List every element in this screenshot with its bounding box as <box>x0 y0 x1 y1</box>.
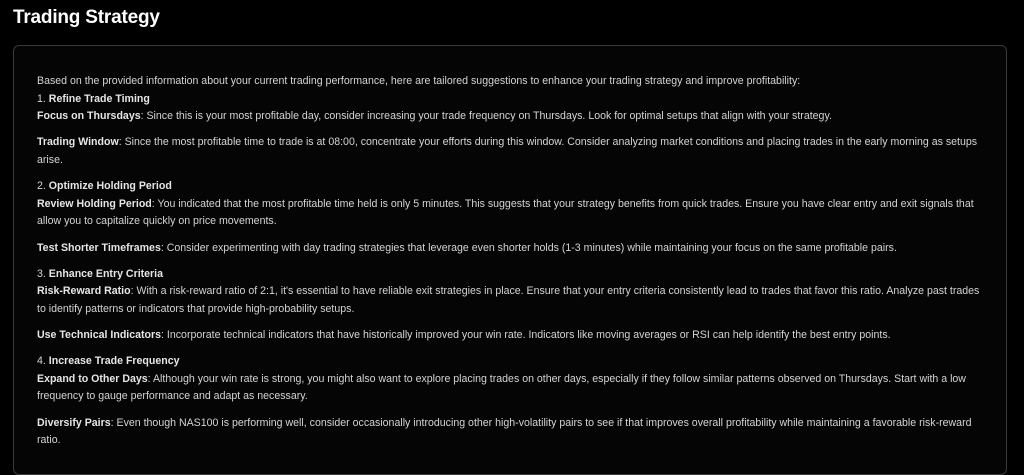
strategy-panel <box>13 45 1007 475</box>
section-title: Enhance Entry Criteria <box>48 267 164 280</box>
suggestion-label: Trading Window <box>37 136 119 149</box>
suggestion-text: : Although your win rate is strong, you might also want to explore placing trades on other days, especially if they follow similar patterns observed on Thursdays. Start with a low frequency to gauge performance and adapt as necessary. <box>37 372 966 403</box>
suggestion-label: Risk-Reward Ratio <box>37 285 131 298</box>
suggestion-item <box>37 371 987 406</box>
suggestion-item <box>37 240 987 258</box>
suggestion-text: : Since the most profitable time to trade is at 08:00, concentrate your efforts during this window. Consider analyzing market conditions and placing trades in the early morning as setups arise. <box>37 136 978 166</box>
suggestion-label: Focus on Thursdays <box>37 110 141 123</box>
suggestion-label: Diversify Pairs <box>37 416 111 429</box>
suggestion-text: : Consider experimenting with day trading strategies that leverage even shorter holds (1-3 minutes) while maintaining your focus on the same profitable pairs. <box>160 241 897 254</box>
suggestion-label: Review Holding Period <box>37 197 152 210</box>
section-number: 2. <box>37 180 46 193</box>
suggestion-item <box>37 283 987 318</box>
suggestion-text: : Since this is your most profitable day, consider increasing your trade frequency on Thursdays. Look for optimal setups that align with your strategy. <box>140 110 832 123</box>
section-number: 1. <box>37 92 46 105</box>
suggestion-item <box>37 327 987 345</box>
suggestion-item <box>37 134 987 169</box>
section-title: Optimize Holding Period <box>48 180 172 193</box>
suggestion-text: : You indicated that the most profitable time held is only 5 minutes. This suggests that your strategy benefits from quick trades. Ensure you have clear entry and exit signals that allow you to capitalize quickly on price movements. <box>37 197 974 228</box>
suggestion-item <box>37 108 987 126</box>
section-number: 3. <box>37 267 46 280</box>
suggestion-label: Test Shorter Timeframes <box>37 241 161 254</box>
suggestion-label: Use Technical Indicators <box>37 329 162 342</box>
suggestion-text: : Even though NAS100 is performing well, consider occasionally introducing other high-volatility pairs to see if that improves overall profitability while maintaining a favorable risk-reward ratio. <box>37 416 972 447</box>
section-title: Refine Trade Timing <box>48 92 150 105</box>
intro-text: Based on the provided information about your current trading performance, here are tailored suggestions to enhance your trading strategy and improve profitability: <box>37 75 801 87</box>
section-heading <box>37 353 987 371</box>
suggestion-item <box>37 415 987 450</box>
section-heading <box>37 266 987 284</box>
section-heading <box>37 91 987 109</box>
suggestion-item <box>37 196 987 231</box>
suggestion-text: : Incorporate technical indicators that have historically improved your win rate. Indicators like moving averages or RSI can help identify the best entry points. <box>161 329 891 342</box>
section-heading <box>37 178 987 196</box>
section-number: 4. <box>37 355 46 368</box>
suggestion-label: Expand to Other Days <box>37 372 148 385</box>
page-title: Trading Strategy <box>13 7 160 28</box>
section-title: Increase Trade Frequency <box>48 355 180 368</box>
strategy-content <box>37 73 987 458</box>
suggestion-text: : With a risk-reward ratio of 2:1, it's essential to have reliable exit strategies in place. Ensure that your entry criteria consistently lead to trades that favor this ratio. Analyze past trades to identify patterns or indicators that provide high-probability setups. <box>37 285 980 315</box>
